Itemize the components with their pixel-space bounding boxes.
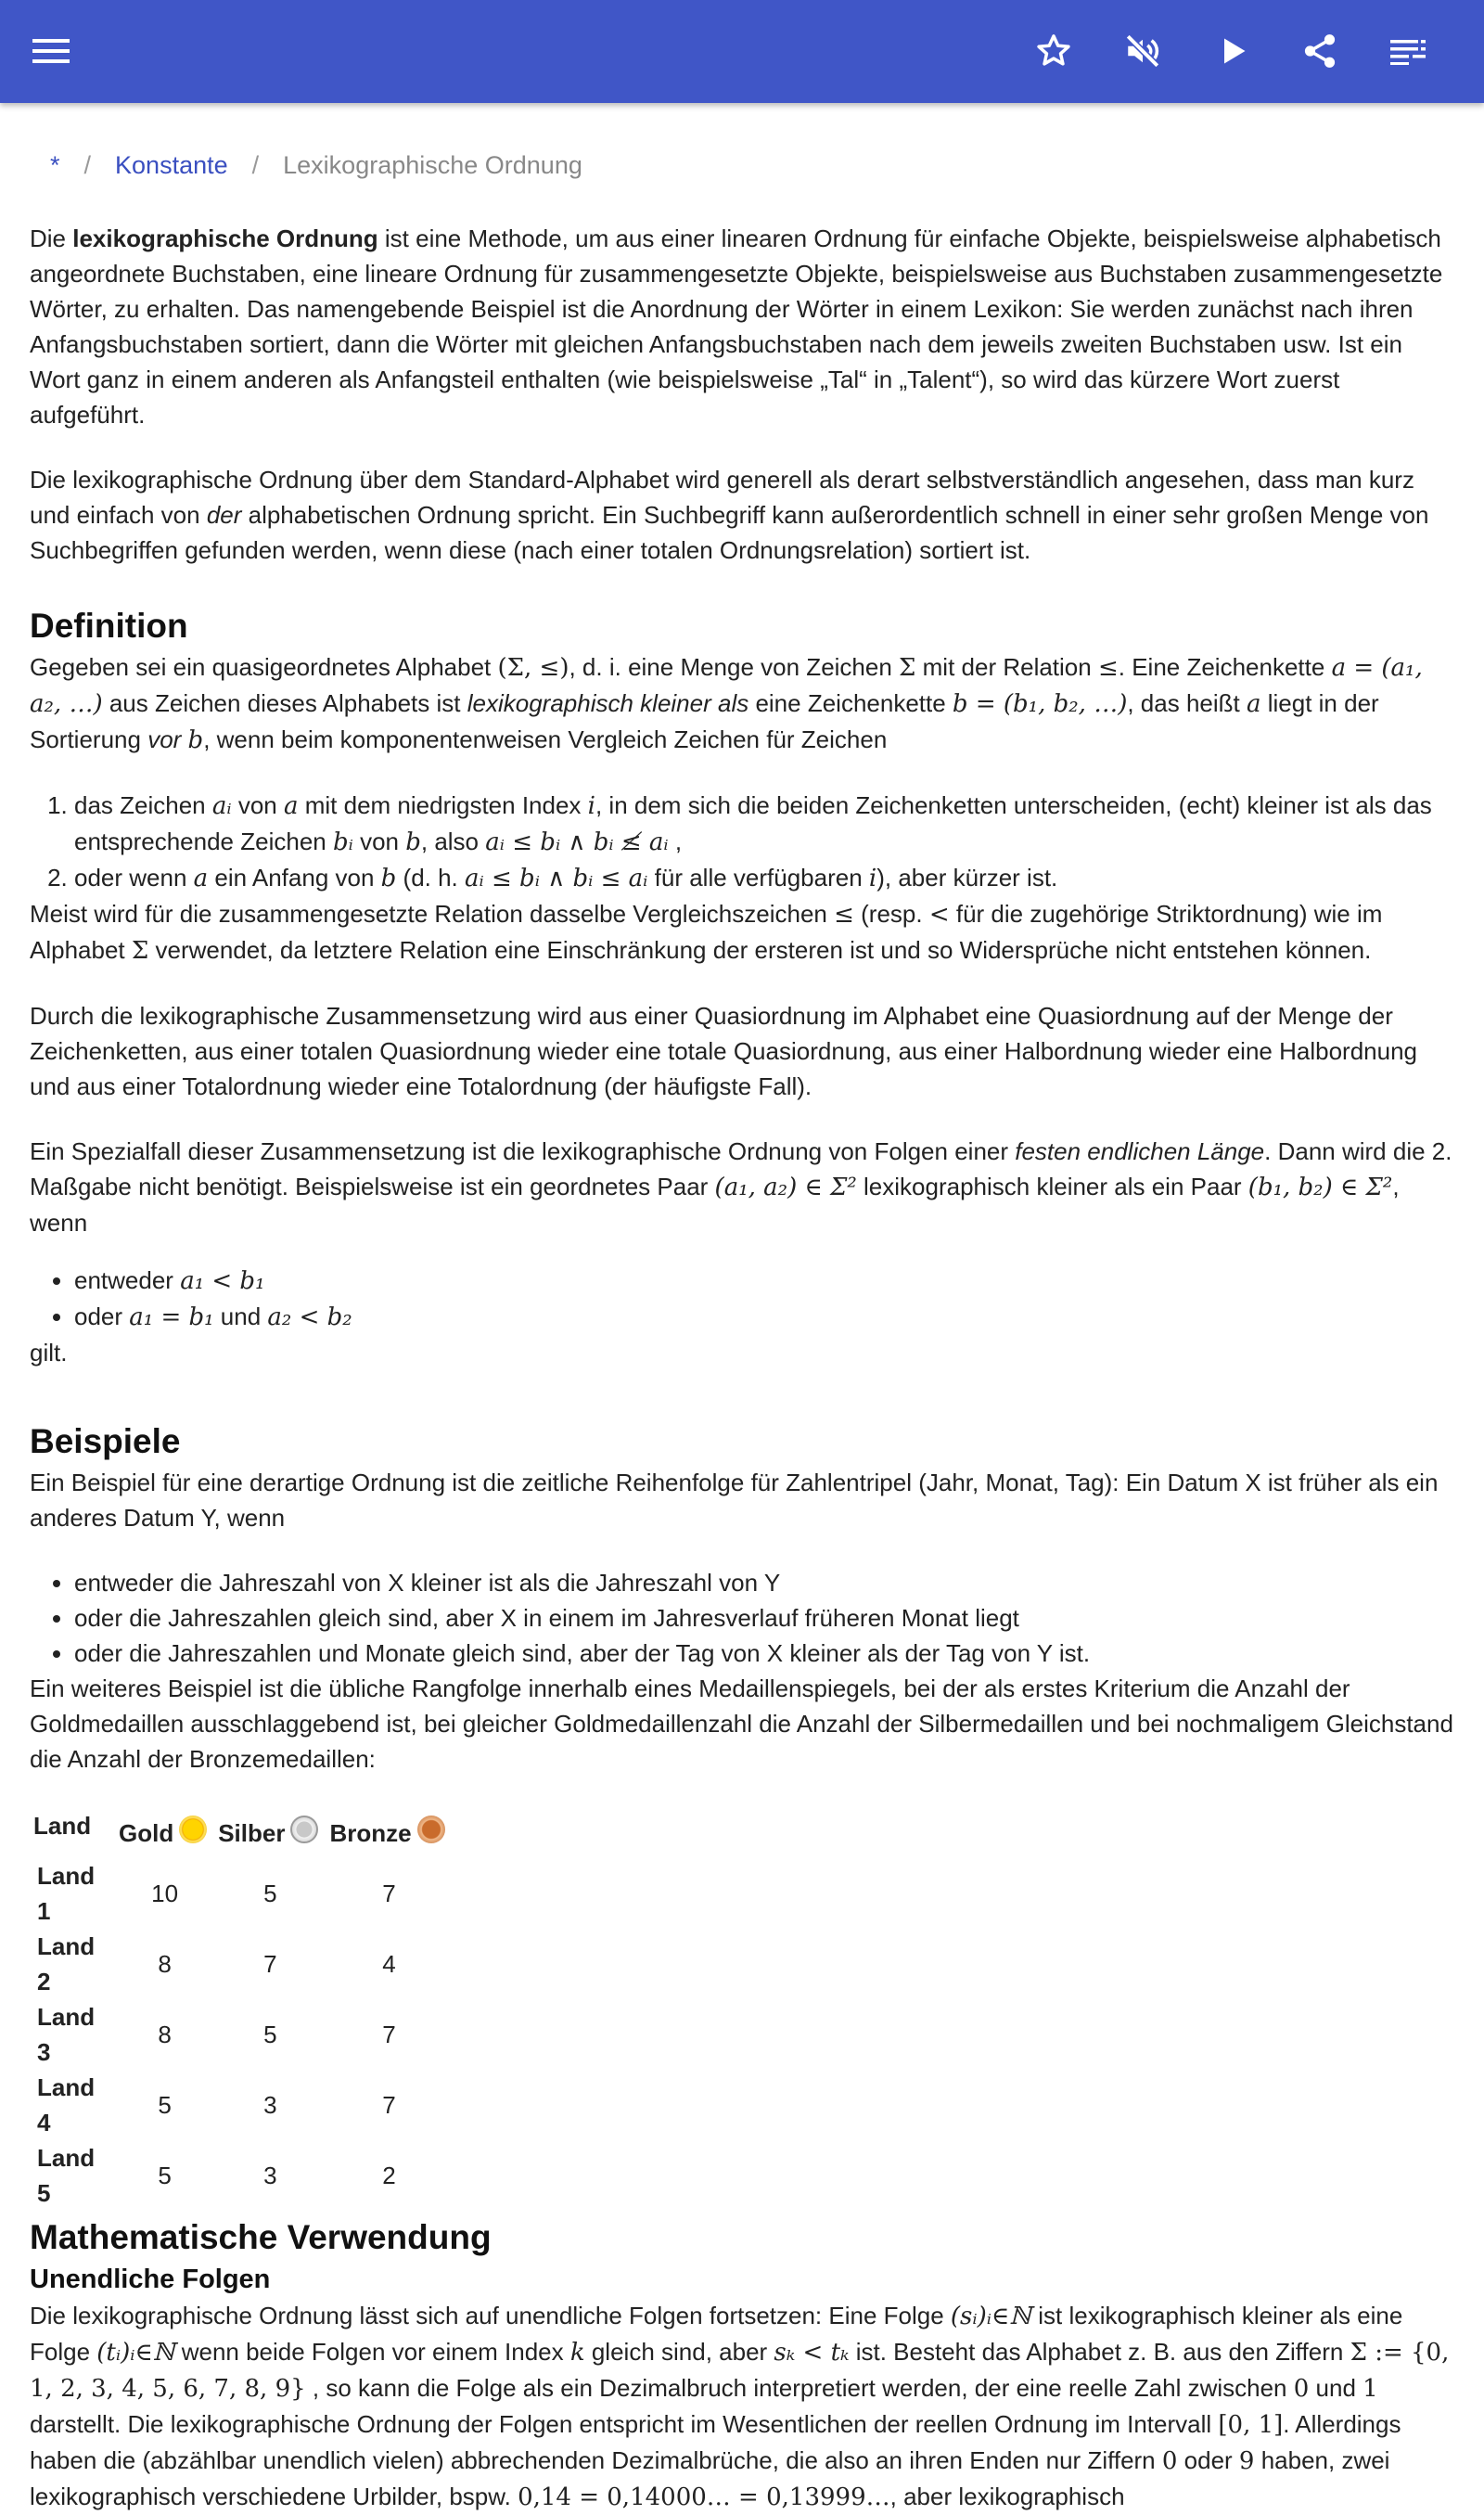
share-icon [1300, 32, 1339, 71]
table-cell: 10 [151, 1880, 179, 1907]
pair-condition-list [30, 1263, 1458, 1335]
math: a₁ < b₁ [180, 1267, 265, 1295]
play-icon [1216, 34, 1249, 68]
silver-medal-icon [290, 1816, 318, 1843]
text: , d. i. eine Menge von Zeichen [569, 653, 900, 681]
list-item [74, 1299, 1458, 1335]
table-row [30, 2070, 453, 2140]
text: . Dann wird die 2. Maßgabe nicht benötigt. Beispielsweise ist ein geordnetes Paar [30, 1137, 1452, 1200]
text: oder wenn [74, 864, 194, 892]
breadcrumb-current: Lexikographische Ordnung [283, 151, 582, 179]
table-cell: 5 [158, 2091, 172, 2119]
math: sₖ < tₖ [774, 2339, 850, 2367]
text: liegt in der Sortierung [30, 689, 1379, 753]
text: , wenn beim komponentenweisen Vergleich Zeichen für Zeichen [203, 725, 888, 753]
math: aᵢ [211, 792, 232, 820]
math: (tᵢ)ᵢ∈ℕ [96, 2339, 175, 2367]
text: ist. Besteht das Alphabet z. B. aus den Ziffern [849, 2338, 1350, 2366]
emphasis: vor [147, 725, 182, 753]
table-cell: 2 [382, 2162, 396, 2189]
text: (d. h. [396, 864, 466, 892]
text: Die lexikographische Ordnung über dem Standard-Alphabet wird generell als derart selbstverständlich angesehen, dass man kurz und einfach von [30, 466, 1414, 529]
math: aᵢ ≤ bᵢ ∧ bᵢ ≤ aᵢ [465, 865, 648, 892]
text: eine Zeichenkette [748, 689, 953, 717]
math: a₁ = b₁ [129, 1303, 214, 1331]
text: Gold [119, 1819, 174, 1847]
share-button[interactable] [1289, 20, 1350, 82]
table-cell: 4 [382, 1950, 396, 1978]
medal-table [30, 1808, 453, 2211]
math: bᵢ [332, 828, 353, 856]
text: (resp. [853, 900, 929, 928]
table-cell: Land 2 [37, 1932, 96, 1995]
table-cell: Land 3 [37, 2003, 96, 2066]
text: für alle verfügbaren [647, 864, 869, 892]
app-bar [0, 0, 1484, 103]
breadcrumb [50, 139, 1458, 191]
table-cell: 7 [382, 2021, 396, 2048]
definition-paragraph [30, 649, 1458, 758]
text: entweder [74, 1266, 181, 1294]
text: verwendet, da letztere Relation eine Einschränkung der ersteren ist und so Widersprüche nicht entstehen können. [148, 936, 1372, 964]
breadcrumb-home[interactable]: * [50, 151, 60, 179]
math: (Σ, ≤) [497, 654, 569, 682]
text: ist eine Methode, um aus einer linearen Ordnung für einfache Objekte, beispielsweise alphabetisch angeordnete Buchstaben, eine lineare Ordnung für zusammengesetzte Objekte, beispielsweise aus Buchstaben zusammengesetzte Wörter, zu erhalten. Das namengebende Beispiel ist die Anordnung der Wörter in einem Lexikon: Sie werden zunächst nach ihren Anfangsbuchstaben sortiert, dann die Wörter mit gleichen Anfangsbuchstaben nach dem jeweils zweiten Buchstaben usw. Ist ein Wort ganz in einem anderen als Anfangsteil enthalten (wie beispielsweise „Tal“ in „Talent“), so wird das kürzere Wort zuerst aufgeführt. [30, 225, 1443, 429]
section-heading-math-use: Mathematische Verwendung [30, 2218, 492, 2256]
list-item [74, 1263, 1458, 1299]
column-header-silver [214, 1808, 326, 1858]
text: das Zeichen [74, 791, 212, 819]
math: [0, 1] [1218, 2411, 1284, 2439]
table-row [30, 1999, 453, 2070]
math: 0,14 = 0,14000… = 0,13999… [518, 2483, 890, 2511]
text: oder [74, 1302, 130, 1330]
math: 1 [1362, 2375, 1378, 2403]
text: und [213, 1302, 268, 1330]
table-cell: 5 [263, 2021, 277, 2048]
definition-paragraph-4 [30, 1134, 1458, 1240]
subsection-heading-infinite-sequences: Unendliche Folgen [30, 2265, 271, 2294]
text: mit dem niedrigsten Index [298, 791, 588, 819]
emphasis: der [206, 501, 242, 529]
text: haben, zwei lexikographisch verschiedene Urbilder, bspw. [30, 2446, 1390, 2510]
table-cell: 3 [263, 2091, 277, 2119]
text: Die lexikographische Ordnung lässt sich auf unendliche Folgen fortsetzen: Eine Folge [30, 2302, 951, 2329]
definition-note [30, 896, 1458, 969]
math: b [405, 828, 421, 856]
term-bold: lexikographische Ordnung [72, 225, 378, 252]
text: mit der Relation [915, 653, 1098, 681]
menu-icon [32, 37, 70, 65]
column-header-bronze [326, 1808, 452, 1858]
math: aᵢ ≤ bᵢ ∧ bᵢ ≰ aᵢ [485, 828, 669, 856]
play-button[interactable] [1202, 20, 1263, 82]
intro-paragraph [30, 221, 1458, 432]
text: , so kann die Folge als ein Dezimalbruch interpretiert werden, der eine reelle Zahl zwischen [305, 2374, 1294, 2402]
table-cell: Land 1 [37, 1862, 96, 1925]
text: , wenn [30, 1173, 1400, 1237]
volume-off-icon [1123, 32, 1162, 71]
emphasis: festen endlichen Länge [1015, 1137, 1265, 1165]
list-item: • entweder die Jahreszahl von X kleiner ist als die Jahreszahl von Y [74, 1565, 1458, 1600]
article [30, 139, 1458, 2515]
math: a₂ < b₂ [267, 1303, 352, 1331]
text: lexikographisch kleiner als ein Paar [856, 1173, 1248, 1200]
table-cell: Land 4 [37, 2073, 96, 2136]
text: , also [420, 828, 486, 855]
breadcrumb-separator: / [83, 151, 92, 179]
breadcrumb-parent[interactable]: Konstante [115, 151, 228, 179]
text: Bronze [329, 1819, 412, 1847]
table-cell: 7 [382, 2091, 396, 2119]
gold-medal-icon [179, 1816, 207, 1843]
table-cell: 8 [158, 2021, 172, 2048]
table-cell: Land 5 [37, 2144, 96, 2207]
math: a [283, 792, 299, 820]
text: Silber [218, 1819, 286, 1847]
text: von [352, 828, 406, 855]
math: (sᵢ)ᵢ∈ℕ [950, 2303, 1032, 2330]
table-cell: 3 [263, 2162, 277, 2189]
table-cell: 5 [263, 1880, 277, 1907]
table-cell: 5 [158, 2162, 172, 2189]
text: oder [1177, 2446, 1239, 2474]
math: k [569, 2339, 585, 2367]
table-row [30, 1929, 453, 1999]
text: darstellt. Die lexikographische Ordnung der Folgen entspricht im Wesentlichen der reellen Ordnung im Intervall [30, 2410, 1219, 2438]
text: Die [30, 225, 73, 252]
list-item: • oder die Jahreszahlen und Monate gleich sind, aber der Tag von X kleiner als der Tag von Y ist. [74, 1636, 1458, 1671]
section-heading-definition: Definition [30, 607, 188, 645]
section-heading-examples: Beispiele [30, 1422, 181, 1460]
text: , aber lexikographisch [889, 2483, 1125, 2510]
text: . Allerdings haben die (abzählbar unendlich vielen) abbrechenden Dezimalbrüche, die also an ihren Enden nur Ziffern [30, 2410, 1401, 2474]
examples-paragraph: Ein Beispiel für eine derartige Ordnung ist die zeitliche Reihenfolge für Zahlentripel (Jahr, Monat, Tag): Ein Datum X ist früher als ein anderes Datum Y, wenn [30, 1469, 1439, 1532]
text: für die zugehörige Striktordnung) wie im Alphabet [30, 900, 1383, 964]
table-row [30, 1858, 453, 1929]
math: 9 [1238, 2447, 1255, 2475]
list-item: • oder die Jahreszahlen gleich sind, aber X in einem im Jahresverlauf früheren Monat liegt [74, 1600, 1458, 1636]
math: i [868, 865, 877, 892]
breadcrumb-separator: / [251, 151, 260, 179]
emphasis: lexikographisch kleiner als [467, 689, 749, 717]
mute-button[interactable] [1112, 20, 1173, 82]
examples-paragraph-2: Ein weiteres Beispiel ist die übliche Rangfolge innerhalb eines Medaillenspiegels, bei der als erstes Kriterium die Anzahl der Goldmedaillen ausschlaggebend ist, bei gleicher Goldmedaillenzahl die Anzahl der Silbermedaillen und bei nochmaligem Gleichstand die Anzahl der Bronzemedaillen: [30, 1675, 1453, 1773]
text: , in dem sich die beiden Zeichenketten unterscheiden, (echt) kleiner ist als das entsprechende Zeichen [74, 791, 1432, 855]
text: Land [33, 1812, 92, 1840]
playlist-button[interactable] [1378, 20, 1439, 82]
menu-button[interactable] [20, 20, 82, 82]
math: a [193, 865, 209, 892]
math: 0 [1293, 2375, 1310, 2403]
math: i [587, 792, 595, 820]
text: ), aber kürzer ist. [876, 864, 1058, 892]
star-outline-icon [1034, 32, 1073, 71]
definition-list [30, 788, 1458, 896]
math: b [187, 726, 204, 754]
column-header-gold [115, 1808, 214, 1858]
math: (b₁, b₂) ∈ Σ² [1247, 1174, 1393, 1201]
math: (a₁, a₂) ∈ Σ² [714, 1174, 857, 1201]
date-condition-list [30, 1565, 1458, 1671]
text: ist lexikographisch kleiner als eine Folge [30, 2302, 1403, 2366]
text: und [1309, 2374, 1363, 2402]
math: ≤ [1097, 654, 1119, 682]
favorite-button[interactable] [1023, 20, 1084, 82]
math: a [1246, 690, 1261, 718]
text: Gegeben sei ein quasigeordnetes Alphabet [30, 653, 498, 681]
text: aus Zeichen dieses Alphabets ist [102, 689, 467, 717]
table-row [30, 2140, 453, 2211]
table-cell: 7 [263, 1950, 277, 1978]
text: . Eine Zeichenkette [1118, 653, 1332, 681]
column-header-land [30, 1808, 115, 1858]
math: Σ [899, 654, 916, 682]
text: von [231, 791, 284, 819]
math: Σ := {0, 1, 2, 3, 4, 5, 6, 7, 8, 9} [30, 2339, 1450, 2403]
text: gilt. [30, 1339, 68, 1367]
math-use-paragraph [30, 2298, 1458, 2515]
table-cell: 8 [158, 1950, 172, 1978]
list-item [74, 788, 1458, 860]
intro-paragraph-2 [30, 462, 1458, 568]
text: alphabetischen Ordnung spricht. Ein Suchbegriff kann außerordentlich schnell in einer sehr großen Menge von Suchbegriffen gefunden werden, wenn diese (nach einer totalen Ordnungsrelation) sortiert ist. [30, 501, 1429, 564]
list-item [74, 860, 1458, 896]
text: , [668, 828, 683, 855]
table-cell: 7 [382, 1880, 396, 1907]
text: gleich sind, aber [584, 2338, 774, 2366]
math: Σ [131, 937, 149, 965]
playlist-icon [1390, 37, 1427, 65]
text: wenn beide Folgen vor einem Index [174, 2338, 570, 2366]
text: Ein Spezialfall dieser Zusammensetzung ist die lexikographische Ordnung von Folgen einer [30, 1137, 1016, 1165]
bronze-medal-icon [417, 1816, 445, 1843]
math: < [928, 901, 950, 929]
math: ≤ [834, 901, 854, 929]
definition-paragraph-3: Durch die lexikographische Zusammensetzung wird aus einer Quasiordnung im Alphabet eine Quasiordnung auf der Menge der Zeichenketten, aus einer totalen Quasiordnung wieder eine totale Quasiordnung, aus einer Halbordnung wieder eine Halbordnung und aus einer Totalordnung wieder eine Totalordnung (der häufigste Fall). [30, 1002, 1417, 1100]
math: a = (a₁, a₂, …) [30, 654, 1423, 718]
math: 0 [1161, 2447, 1178, 2475]
text: Meist wird für die zusammengesetzte Relation dasselbe Vergleichszeichen [30, 900, 835, 928]
text: , das heißt [1127, 689, 1247, 717]
text: ein Anfang von [208, 864, 381, 892]
math: b [380, 865, 397, 892]
math: b = (b₁, b₂, …) [952, 690, 1128, 718]
